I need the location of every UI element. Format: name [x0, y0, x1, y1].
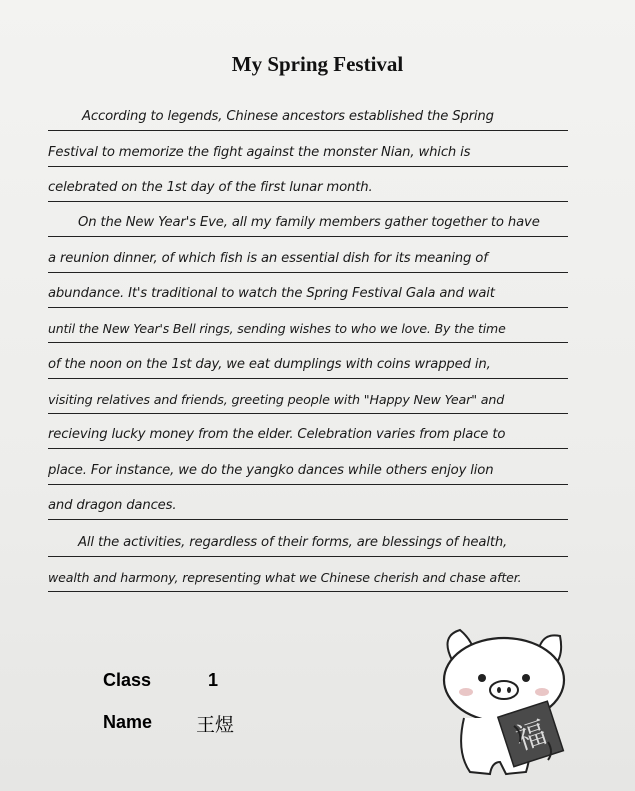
name-value: 王煜: [196, 715, 235, 736]
essay-line: a reunion dinner, of which fish is an essential dish for its meaning of: [48, 246, 568, 273]
essay-line: visiting relatives and friends, greeting people with "Happy New Year" and: [48, 387, 568, 414]
essay-line: wealth and harmony, representing what we Chinese cherish and chase after.: [48, 565, 568, 592]
name-label: Name: [103, 712, 153, 732]
stamp-character: 福: [511, 715, 552, 758]
essay-line: and dragon dances.: [48, 493, 568, 520]
class-value: 1: [208, 670, 219, 690]
essay-line: until the New Year's Bell rings, sending wishes to who we love. By the time: [48, 316, 568, 343]
essay-line: According to legends, Chinese ancestors established the Spring: [48, 104, 568, 131]
essay-line: abundance. It's traditional to watch the Spring Festival Gala and wait: [48, 281, 568, 308]
essay-line: On the New Year's Eve, all my family members gather together to have: [48, 210, 568, 237]
essay-line: All the activities, regardless of their forms, are blessings of health,: [48, 530, 568, 557]
essay-line: celebrated on the 1st day of the first lunar month.: [48, 175, 568, 202]
essay-line: place. For instance, we do the yangko dances while others enjoy lion: [48, 458, 568, 485]
essay-line: Festival to memorize the fight against the monster Nian, which is: [48, 140, 568, 167]
page-title: My Spring Festival: [231, 52, 404, 76]
essay-line: of the noon on the 1st day, we eat dumplings with coins wrapped in,: [48, 352, 568, 379]
pig-sticker-icon: [430, 622, 580, 782]
class-label: Class: [103, 670, 152, 690]
essay-line: recieving lucky money from the elder. Celebration varies from place to: [48, 422, 568, 449]
